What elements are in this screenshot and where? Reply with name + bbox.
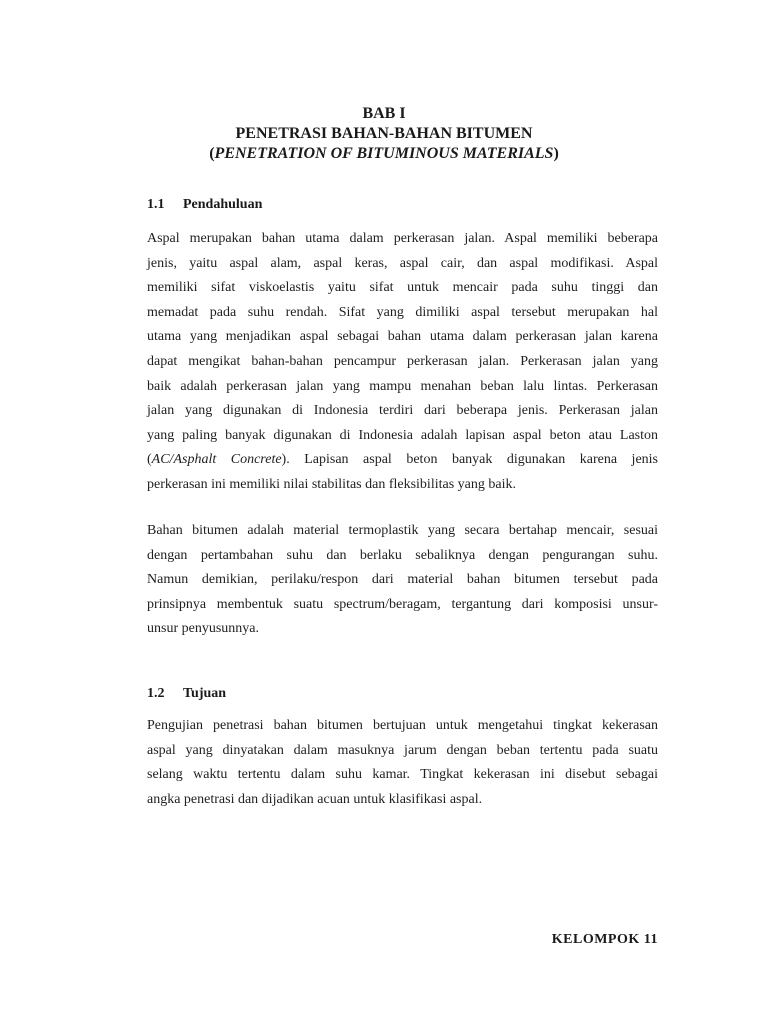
english-title-open-paren: ( bbox=[209, 145, 215, 162]
footer-group-label: KELOMPOK 11 bbox=[551, 932, 658, 947]
paragraph-line: Bahan bitumen adalah material termoplastik yang secara bertahap mencair, sesuai bbox=[147, 523, 658, 538]
chapter-english-title bbox=[0, 144, 768, 164]
section-title: Pendahuluan bbox=[183, 197, 263, 212]
section-heading-tujuan bbox=[147, 685, 226, 703]
section-number: 1.2 bbox=[147, 686, 165, 701]
english-title-close-paren: ) bbox=[553, 145, 559, 162]
chapter-title-block bbox=[0, 104, 768, 164]
paragraph-line bbox=[147, 448, 658, 473]
paragraph-line: dengan pertambahan suhu dan berlaku sebaliknya dengan pengurangan suhu. bbox=[147, 547, 658, 563]
paragraph-tujuan bbox=[147, 714, 658, 812]
paragraph-line: jalan yang digunakan di Indonesia terdiri dari beberapa jenis. Perkerasan jalan bbox=[147, 403, 658, 419]
paragraph-line: dapat mengikat bahan-bahan pencampur perkerasan jalan. Perkerasan jalan yang bbox=[147, 353, 658, 369]
line-italic-term: AC/Asphalt Concrete bbox=[151, 452, 282, 468]
chapter-title: PENETRASI BAHAN-BAHAN BITUMEN bbox=[235, 125, 533, 142]
paragraph-aspal bbox=[147, 227, 658, 498]
paragraph-line: utama yang menjadikan aspal sebagai bahan utama dalam perkerasan jalan karena bbox=[147, 329, 658, 345]
section-heading-pendahuluan bbox=[147, 196, 262, 214]
paragraph-line: selang waktu tertentu dalam suhu kamar. Tingkat kekerasan ini disebut sebagai bbox=[147, 767, 658, 783]
section-number: 1.1 bbox=[147, 197, 165, 212]
paragraph-line: yang paling banyak digunakan di Indonesia adalah lapisan aspal beton atau Laston bbox=[147, 427, 658, 443]
paragraph-line: Aspal merupakan bahan utama dalam perkerasan jalan. Aspal memiliki beberapa bbox=[147, 231, 658, 246]
paragraph-line: memiliki sifat viskoelastis yaitu sifat untuk mencair pada suhu tinggi dan bbox=[147, 280, 658, 296]
paragraph-line: perkerasan ini memiliki nilai stabilitas dan fleksibilitas yang baik. bbox=[147, 476, 516, 492]
paragraph-line: prinsipnya membentuk suatu spectrum/beragam, tergantung dari komposisi unsur- bbox=[147, 596, 658, 612]
paragraph-line: aspal yang dinyatakan dalam masuknya jarum dengan beban tertentu pada suatu bbox=[147, 742, 658, 758]
paragraph-line: jenis, yaitu aspal alam, aspal keras, aspal cair, dan aspal modifikasi. Aspal bbox=[147, 255, 658, 271]
line-open-paren: ( bbox=[147, 452, 152, 468]
chapter-number: BAB I bbox=[362, 105, 406, 122]
paragraph-line: Namun demikian, perilaku/respon dari material bahan bitumen tersebut pada bbox=[147, 572, 658, 588]
paragraph-bitumen bbox=[147, 519, 658, 642]
paragraph-line: baik adalah perkerasan jalan yang mampu menahan beban lalu lintas. Perkerasan bbox=[147, 378, 658, 394]
english-title-text: PENETRATION OF BITUMINOUS MATERIALS bbox=[214, 145, 554, 162]
line-rest: ). Lapisan aspal beton banyak digunakan karena jenis bbox=[281, 452, 658, 468]
paragraph-line: Pengujian penetrasi bahan bitumen bertujuan untuk mengetahui tingkat kekerasan bbox=[147, 718, 658, 733]
paragraph-line: memadat pada suhu rendah. Sifat yang dimiliki aspal tersebut merupakan hal bbox=[147, 304, 658, 320]
paragraph-line: angka penetrasi dan dijadikan acuan untuk klasifikasi aspal. bbox=[147, 791, 483, 807]
section-title: Tujuan bbox=[183, 686, 227, 701]
paragraph-line: unsur penyusunnya. bbox=[147, 621, 259, 637]
